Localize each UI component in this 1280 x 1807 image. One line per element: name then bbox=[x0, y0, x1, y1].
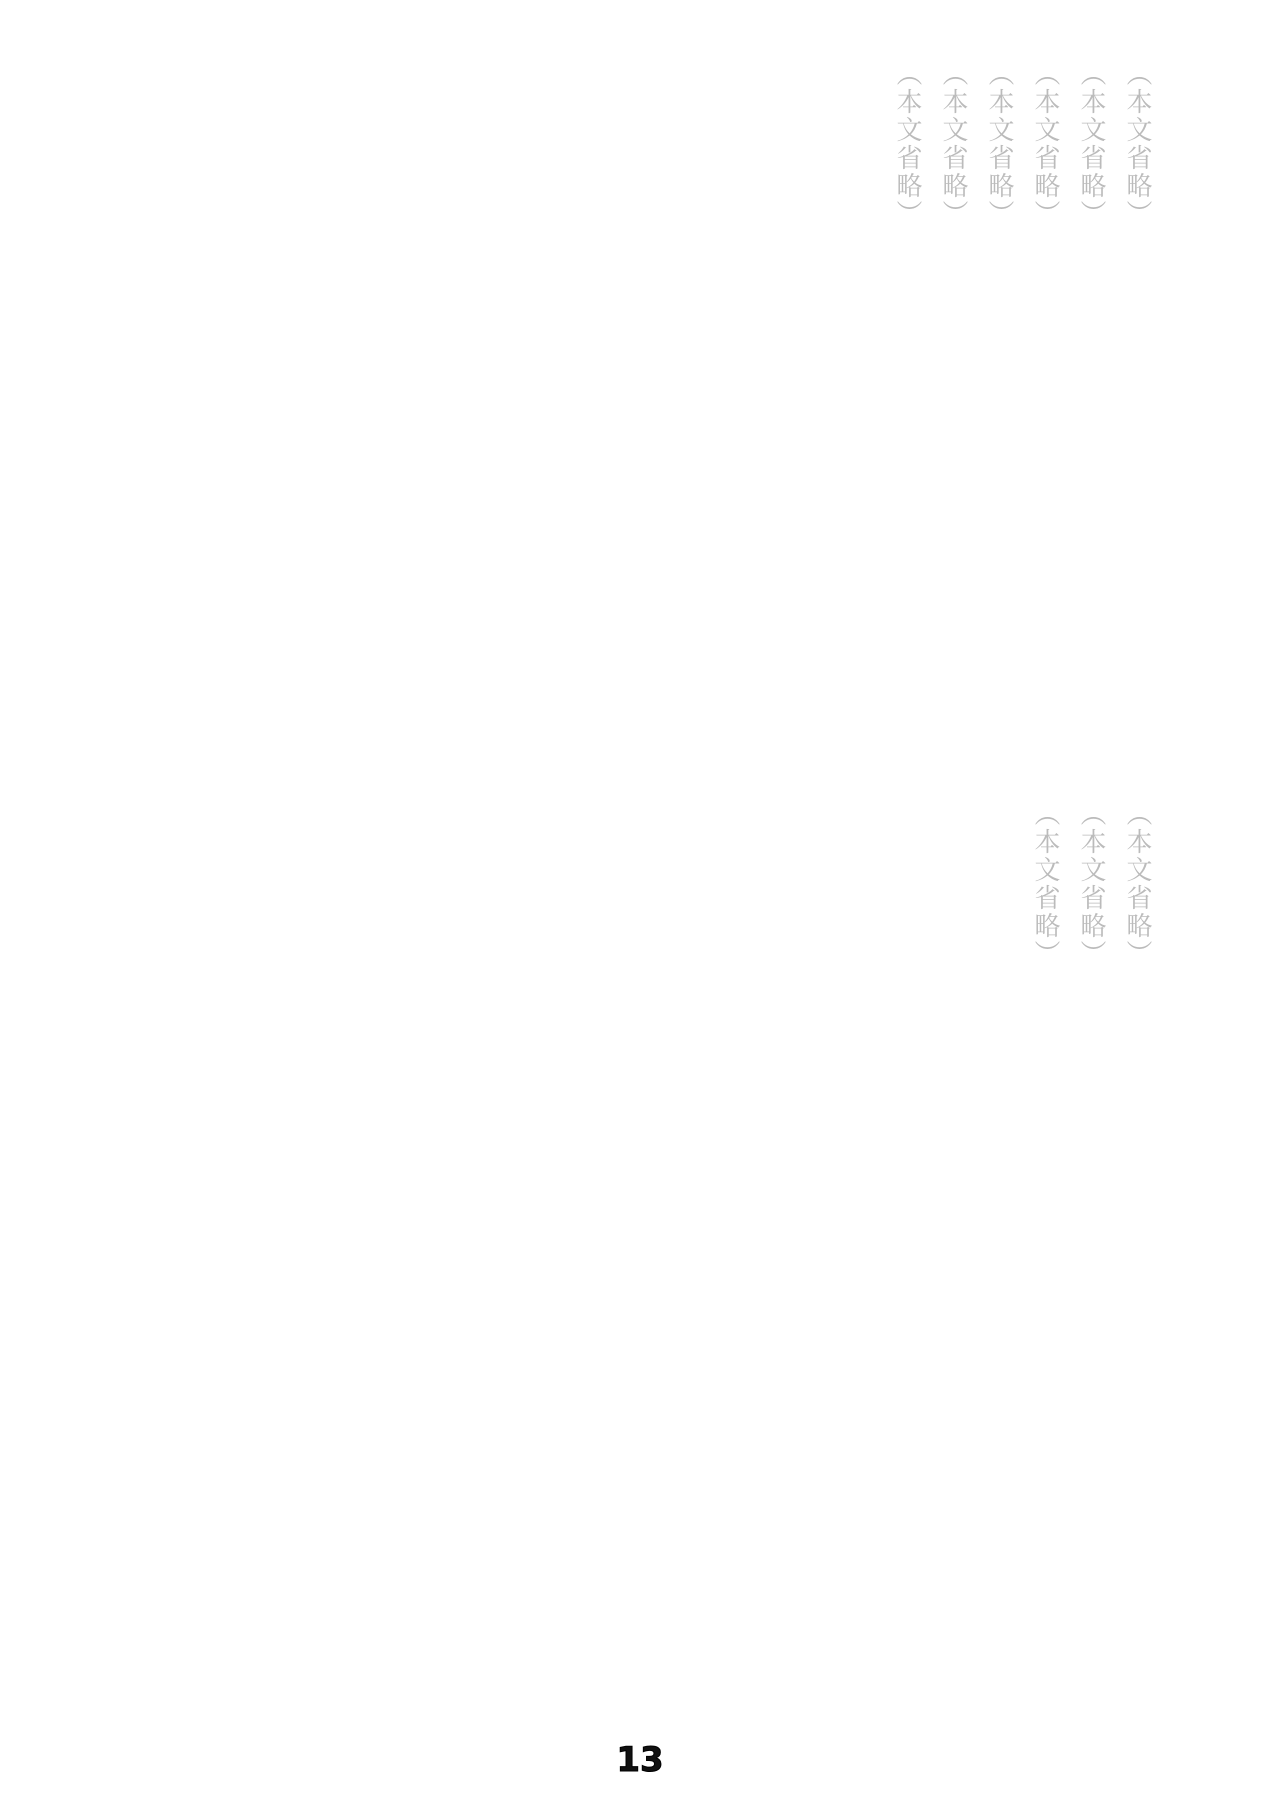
lower-text-block bbox=[600, 800, 1160, 1560]
text-column: （本文省略） bbox=[1076, 60, 1106, 228]
text-column: （本文省略） bbox=[1076, 800, 1106, 968]
upper-text-block bbox=[120, 60, 1160, 780]
text-column: （本文省略） bbox=[1122, 800, 1152, 968]
page-number: 13 bbox=[616, 1740, 664, 1780]
text-column: （本文省略） bbox=[984, 60, 1014, 228]
text-column: （本文省略） bbox=[938, 60, 968, 228]
text-column: （本文省略） bbox=[892, 60, 922, 228]
text-column: （本文省略） bbox=[1122, 60, 1152, 228]
text-column: （本文省略） bbox=[1030, 800, 1060, 968]
text-column: （本文省略） bbox=[1030, 60, 1060, 228]
